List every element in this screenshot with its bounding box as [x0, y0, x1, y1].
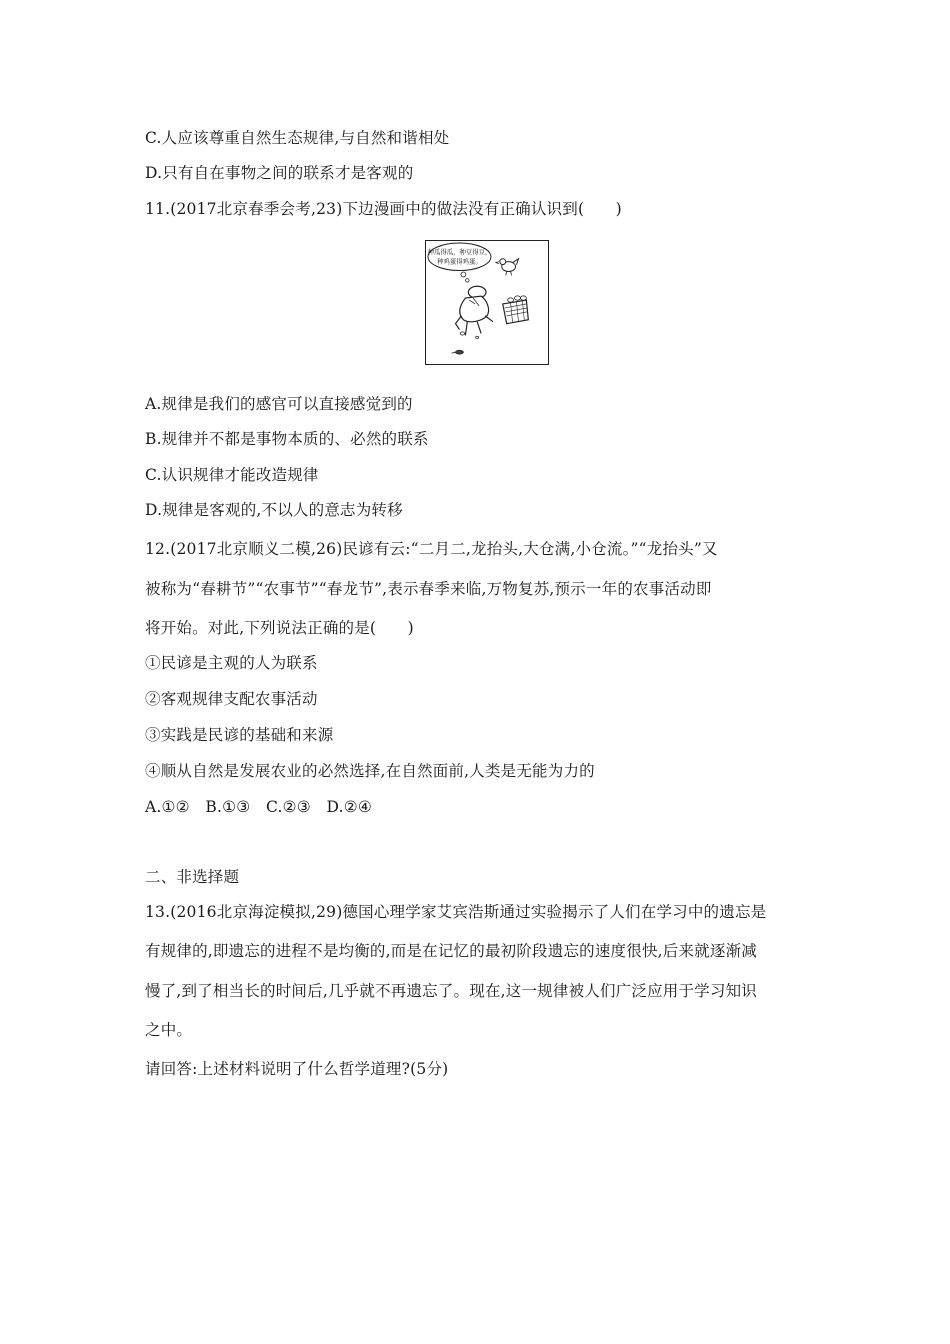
section-title: 二、非选择题 — [145, 868, 240, 886]
q12-item-3: ③实践是民谚的基础和来源 — [145, 726, 334, 744]
q10-option-d: D.只有自在事物之间的联系才是客观的 — [145, 164, 414, 182]
q11-cartoon — [425, 240, 549, 365]
q13-stem-line1: 13.(2016北京海淀模拟,29)德国心理学家艾宾浩斯通过实验揭示了人们在学习中的遗忘是 — [145, 903, 767, 921]
q11-option-d: D.规律是客观的,不以人的意志为转移 — [145, 501, 403, 519]
q12-item-4: ④顺从自然是发展农业的必然选择,在自然面前,人类是无能为力的 — [145, 762, 595, 780]
farmer-figure — [456, 286, 493, 335]
q12-options: A.①② B.①③ C.②③ D.②④ — [145, 798, 372, 816]
q13-stem-line2: 有规律的,即遗忘的进程不是均衡的,而是在记忆的最初阶段遗忘的速度很快,后来就逐渐减 — [145, 942, 757, 960]
q11-option-b: B.规律并不都是事物本质的、必然的联系 — [145, 430, 429, 448]
q11-option-c: C.认识规律才能改造规律 — [145, 466, 319, 484]
q12-stem-line3: 将开始。对此,下列说法正确的是( ) — [145, 619, 414, 637]
egg-basket — [503, 296, 529, 324]
q12-stem-line1: 12.(2017北京顺义二模,26)民谚有云:“二月二,龙抬头,大仓满,小仓流。”“龙抬头”又 — [145, 540, 718, 558]
q13-prompt: 请回答:上述材料说明了什么哲学道理?(5分) — [145, 1060, 449, 1078]
q10-option-c: C.人应该尊重自然生态规律,与自然和谐相处 — [145, 129, 450, 147]
q12-item-1: ①民谚是主观的人为联系 — [145, 654, 318, 672]
cartoon-illustration — [426, 241, 548, 364]
q12-stem-line2: 被称为“春耕节”“农事节”“春龙节”,表示春季来临,万物复苏,预示一年的农事活动即 — [145, 580, 712, 598]
q11-stem: 11.(2017北京春季会考,23)下边漫画中的做法没有正确认识到( ) — [145, 200, 622, 218]
q11-option-a: A.规律是我们的感官可以直接感觉到的 — [145, 395, 413, 413]
bubble-text-line2: 种鸡蛋得鸡蛋。 — [437, 257, 482, 266]
hen-figure — [496, 259, 519, 276]
q13-stem-line4: 之中。 — [145, 1021, 193, 1039]
bubble-text-line1: 种瓜得瓜，种豆得豆， — [427, 247, 492, 256]
q12-item-2: ②客观规律支配农事活动 — [145, 690, 318, 708]
q13-stem-line3: 慢了,到了相当长的时间后,几乎就不再遗忘了。现在,这一规律被人们广泛应用于学习知识 — [145, 982, 757, 1000]
